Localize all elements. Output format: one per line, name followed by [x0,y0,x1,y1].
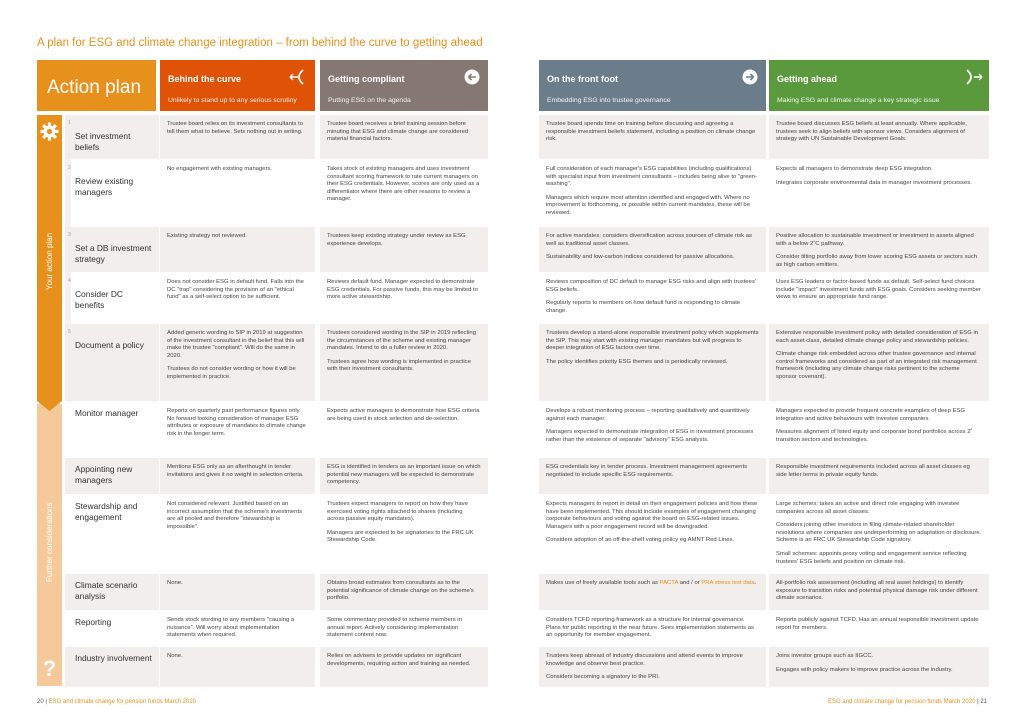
getting-ahead-cell [769,273,989,323]
getting-ahead-cell [769,324,989,401]
cell-paragraph: Trustee board discusses ESG beliefs at least annually. Where applicable, trustees seek to align beliefs with sponsor views. Considers alignment of strategy with UN Sustainable Development Goals. [776,121,967,143]
column-title: On the front foot [547,74,618,84]
table-row [65,647,989,687]
cell-paragraph: Trustees develop a stand-alone responsible investment policy which supplements the SIP. This may start with existing manager mandates but will progress to deeper integration of ESG factors over time. [546,330,759,352]
cell-paragraph: ESG credentials key in tender process. Investment management agreements negotiated to include specific ESG requirements. [546,464,748,478]
action-plan-sidebar [37,115,62,401]
table-row [65,574,989,610]
cell-paragraph: Full consideration of each manager's ESG capabilities (including qualifications) with specialist input from investment consultants – includes being alive to "green-washing". [546,166,757,188]
column-subtitle: Putting ESG on the agenda [328,97,411,104]
cell-paragraph: Regularly reports to members on how default fund is responding to climate change. [546,300,741,314]
cell-paragraph: Expects active managers to demonstrate how ESG criteria are being used in stock selection and de-selection. [327,408,480,422]
front-foot-cell [539,115,766,159]
cell-paragraph: Added generic wording to SIP in 2019 at suggestion of the investment consultant in the belief that this will make the trustee "compliant". Will do the same in 2020. [167,330,305,359]
behind-cell [160,611,315,646]
row-label-cell [65,115,159,159]
cell-paragraph: Trustees do not consider wording or how it will be implemented in practice. [167,366,296,380]
row-number: 3 [68,232,71,238]
cell-paragraph: Large schemes: takes an active and direct role engaging with investee companies across all asset classes. [776,501,960,515]
row-label-cell [65,611,159,646]
cell-paragraph: Uses ESG leaders or factor-based funds as default. Self-select fund choices include "impact" investment funds with ESG goals. Considers seeking member views to ensure an appropriate fund range. [776,279,981,301]
cell-paragraph: Measures alignment of listed equity and corporate bond portfolios across 2˚ transition sectors and technologies. [776,429,973,443]
table-row [65,611,989,646]
cell-paragraph: Trustee board relies on its investment consultants to tell them what to believe. Sets nothing out in writing. [167,121,303,135]
behind-cell [160,402,315,457]
row-label: Set a DB investment strategy [75,243,152,264]
table-row [65,115,989,159]
cell-paragraph: Climate change risk embedded across other trustee governance and internal control frameworks and considered as part of an integrated risk management framework (including any climate change risks pertinent to the scheme sponsor covenant). [776,351,977,380]
cell-paragraph: Responsible investment requirements included across all asset classes eg side letter terms in private equity funds. [776,464,970,478]
row-number: 2 [68,165,71,171]
cell-paragraph: Relies on advisers to provide updates on significant developments, requiring action and training as needed. [327,653,471,667]
page-number: 21 [980,699,987,705]
cell-paragraph: Reviews default fund. Manager expected to demonstrate ESG credentials. For passive funds, this may be limited to more active stewardship. [327,279,478,301]
behind-cell [160,160,315,226]
cell-paragraph: Considers joining other investors in filing climate-related shareholder resolutions where companies are underperforming on adaptation or disclosure. Scheme is an FRC UK Stewardship Code signatory. [776,522,982,544]
compliant-cell [320,458,488,494]
page-number: 20 [37,699,44,705]
behind-cell [160,227,315,272]
cell-paragraph: The policy identifies priority ESG themes and is periodically reviewed. [546,358,728,365]
cell-paragraph: Takes stock of existing managers and uses investment consultant scoring framework to rate current managers on their ESG credentials. However, scores are only used as a differentiator where there are other reasons to review a manager. [327,166,480,203]
footer-text: ESG and climate change for pension funds March 2020 [48,699,197,705]
column-header-front-foot [539,60,766,111]
front-foot-cell [539,324,766,401]
row-label-cell [65,227,159,272]
cell-paragraph: Expects managers to report in detail on their engagement policies and how these have been implemented. This should include examples of engagement changing corporate behaviours and voting against the board on ESG-related issues. Managers with a poor engagement record will be downgraded. [546,501,758,530]
arrow-getting-ahead-icon [963,68,983,86]
row-number: 4 [68,278,71,284]
inline-link[interactable]: PACTA [659,580,679,586]
cell-paragraph: Not considered relevant. Justified based on an incorrect assumption that the scheme's investments are all pooled and therefore "stewardship is impossible". [167,501,303,530]
column-header-behind [160,60,315,111]
cell-paragraph: All-portfolio risk assessment (including all real asset holdings) to identify exposure to transition risks and potential physical damage risk under different climate scenarios. [776,580,978,602]
cell-paragraph: Considers adoption of an off-the-shelf voting policy eg AMNT Red Lines. [546,537,735,544]
cell-paragraph: Obtains broad estimates from consultants as to the potential significance of climate change on the scheme's portfolio. [327,580,474,602]
compliant-cell [320,495,488,573]
row-number: 1 [68,120,71,126]
getting-ahead-cell [769,458,989,494]
table-row [65,160,989,226]
svg-text:?: ? [42,656,57,681]
table-row [65,402,989,457]
cell-paragraph: Sends stock wording to any members "causing a nuisance". Will worry about implementation statements when required. [167,617,295,639]
getting-ahead-cell [769,574,989,610]
inline-link[interactable]: PRA stress test data [701,580,755,586]
row-label-cell [65,458,159,494]
gear-icon [37,119,62,144]
table-row [65,495,989,573]
footer-text: ESG and climate change for pension funds March 2020 [827,699,976,705]
page-title: A plan for ESG and climate change integration – from behind the curve to getting ahead [37,37,483,49]
row-label-cell [65,495,159,573]
cell-paragraph: Managers expected to demonstrate integration of ESG in investment processes rather than the existence of separate "advisory" ESG analysts. [546,429,754,443]
column-title: Behind the curve [168,74,242,84]
front-foot-cell [539,227,766,272]
cell-paragraph: Managers expected to provide frequent concrete examples of deep ESG integration and active behaviours with investee companies. [776,408,965,422]
cell-paragraph: Extensive responsible investment policy with detailed consideration of ESG in each asset class, detailed climate change policy and stewardship policies. [776,330,979,344]
behind-cell [160,273,315,323]
cell-paragraph: Existing strategy not reviewed. [167,233,247,239]
front-foot-cell [539,160,766,226]
row-label-cell [65,402,159,457]
arrow-left-circle-icon [462,68,482,86]
column-subtitle: Making ESG and climate change a key strategic issue [777,97,940,104]
row-label: Consider DC benefits [75,289,123,310]
cell-paragraph: Trustees keep abreast of industry discussions and attend events to improve knowledge and observe best practice. [546,653,743,667]
front-foot-cell [539,273,766,323]
cell-paragraph: Considers TCFD reporting framework as a structure for internal governance. Plans for public reporting in the near future. Sees implementation statements as an opportunity for member engagement. [546,617,754,639]
column-subtitle: Unlikely to stand up to any serious scrutiny [168,97,297,104]
row-label: Stewardship and engagement [75,501,138,522]
arrow-right-circle-icon [740,68,760,86]
cell-paragraph: Mentions ESG only as an afterthought in tender invitations and gives it no weight in selection criteria. [167,464,304,478]
getting-ahead-cell [769,160,989,226]
text-span: . [754,580,757,586]
front-foot-cell [539,611,766,646]
further-considerations-sidebar [37,404,62,686]
table-row [65,227,989,272]
row-label: Climate scenario analysis [75,580,138,601]
row-label: Reporting [75,617,112,627]
compliant-cell [320,611,488,646]
cell-paragraph: Sustainability and low-carbon indices considered for passive allocations. [546,254,735,261]
question-mark-icon [37,652,62,682]
row-label: Set investment beliefs [75,131,131,152]
behind-cell [160,647,315,687]
row-label: Review existing managers [75,176,134,197]
behind-cell [160,495,315,573]
getting-ahead-cell [769,402,989,457]
behind-cell [160,574,315,610]
row-label: Document a policy [75,340,144,350]
cell-paragraph: Positive allocation to sustainable investment or investment in assets aligned with a below 2˚C pathway. [776,233,974,247]
row-label-cell [65,574,159,610]
cell-paragraph: None. [167,580,183,586]
footer-right: ESG and climate change for pension funds March 2020 | 21 [827,699,987,705]
action-plan-heading: Action plan [37,60,156,111]
cell-paragraph: Consider tilting portfolio away from lower scoring ESG assets or sectors such as high carbon emitters. [776,254,978,268]
cell-paragraph: Trustees considered wording in the SIP in 2019 reflecting the circumstances of the scheme and existing manager mandates. Intend to do a fuller review in 2020. [327,330,476,352]
footer-left: 20 | ESG and climate change for pension funds March 2020 [37,699,197,705]
compliant-cell [320,574,488,610]
table-row [65,324,989,401]
column-header-compliant [320,60,488,111]
getting-ahead-cell [769,495,989,573]
cell-paragraph: Integrates corporate environmental data in manager investment processes. [776,179,972,186]
cell-paragraph: Joins investor groups such as IIGCC. [776,653,874,659]
compliant-cell [320,160,488,226]
behind-cell [160,458,315,494]
table-row [65,273,989,323]
cell-paragraph: Reports publicly against TCFD. Has an annual responsible investment update report for members. [776,617,979,631]
arrow-behind-curve-icon [289,68,309,86]
cell-paragraph [546,580,759,588]
cell-paragraph: Trustees keep existing strategy under review as ESG experience develops. [327,233,466,247]
cell-paragraph: No engagement with existing managers. [167,166,273,172]
column-title: Getting compliant [328,74,405,84]
further-considerations-label: Further considerations [45,502,54,582]
column-header-getting-ahead [769,60,989,111]
getting-ahead-cell [769,227,989,272]
table-row [65,458,989,494]
getting-ahead-cell [769,647,989,687]
cell-paragraph: Develops a robust monitoring process – reporting qualitatively and quantitively against each manager. [546,408,750,422]
row-label: Monitor manager [75,408,139,418]
cell-paragraph: Trustee board receives a brief training session before minuting that ESG and climate change are considered material financial factors. [327,121,469,143]
compliant-cell [320,647,488,687]
cell-paragraph: Small schemes: appoints proxy voting and engagement service reflecting trustees' ESG beliefs and position on climate risk. [776,550,967,565]
front-foot-cell [539,647,766,687]
cell-paragraph: Considers becoming a signatory to the PRI. [546,674,660,681]
cell-paragraph: Trustee board spends time on training before discussing and agreeing a responsible investment beliefs statement, including a position on climate change risk. [546,121,756,143]
front-foot-cell [539,402,766,457]
row-label: Industry involvement [75,653,152,663]
behind-cell [160,115,315,159]
row-label-cell [65,273,159,323]
cell-paragraph: Trustees expect managers to report on how they have exercised voting rights attached to shares (including across passive equity mandates). [327,501,468,523]
cell-paragraph: Reports on quarterly past performance figures only. No forward looking consideration of manager ESG attributes or exposure of mandates to climate change risk in the longer term. [167,408,306,437]
behind-cell [160,324,315,401]
cell-paragraph: None. [167,653,183,659]
column-subtitle: Embedding ESG into trustee governance [547,97,671,104]
cell-paragraph: For active mandates: considers diversification across sources of climate risk as well as traditional asset classes. [546,233,752,247]
compliant-cell [320,115,488,159]
cell-paragraph: Does not consider ESG in default fund. Falls into the DC "trap" considering the provision of an "ethical fund" as a self-select option to be sufficient. [167,279,304,301]
getting-ahead-cell [769,611,989,646]
row-label-cell [65,647,159,687]
compliant-cell [320,273,488,323]
text-span: Makes use of freely available tools such as [546,580,660,586]
cell-paragraph: Engages with policy makers to improve practice across the industry. [776,666,953,673]
cell-paragraph: Some commentary provided to scheme members in annual report. Actively considering implementation statement content now. [327,617,462,639]
cell-paragraph: Reviews composition of DC default to manage ESG risks and align with trustees' ESG beliefs. [546,279,757,293]
front-foot-cell [539,495,766,573]
cell-paragraph: ESG is identified in tenders as an important issue on which potential new managers will be expected to demonstrate competency. [327,464,481,486]
your-action-plan-label: Your action plan [45,232,54,290]
compliant-cell [320,227,488,272]
front-foot-cell [539,458,766,494]
cell-paragraph: Expects all managers to demonstrate deep ESG integration. [776,166,933,172]
cell-paragraph: Managers are expected to be signatories to the FRC UK Stewardship Code. [327,529,474,544]
front-foot-cell [539,574,766,610]
compliant-cell [320,402,488,457]
chevron-down-icon [37,401,62,413]
compliant-cell [320,324,488,401]
row-label: Appointing new managers [75,464,133,485]
getting-ahead-cell [769,115,989,159]
column-title: Getting ahead [777,74,838,84]
row-label-cell [65,324,159,401]
row-label-cell [65,160,159,226]
cell-paragraph: Managers which require most attention identified and engaged with. Where no improvement is forthcoming, or possible within current mandates, these will be reviewed. [546,194,750,216]
cell-paragraph: Trustees agree how wording is implemented in practice with their investment consultants. [327,358,471,373]
text-span: and / or [678,580,702,586]
row-number: 5 [68,329,71,335]
